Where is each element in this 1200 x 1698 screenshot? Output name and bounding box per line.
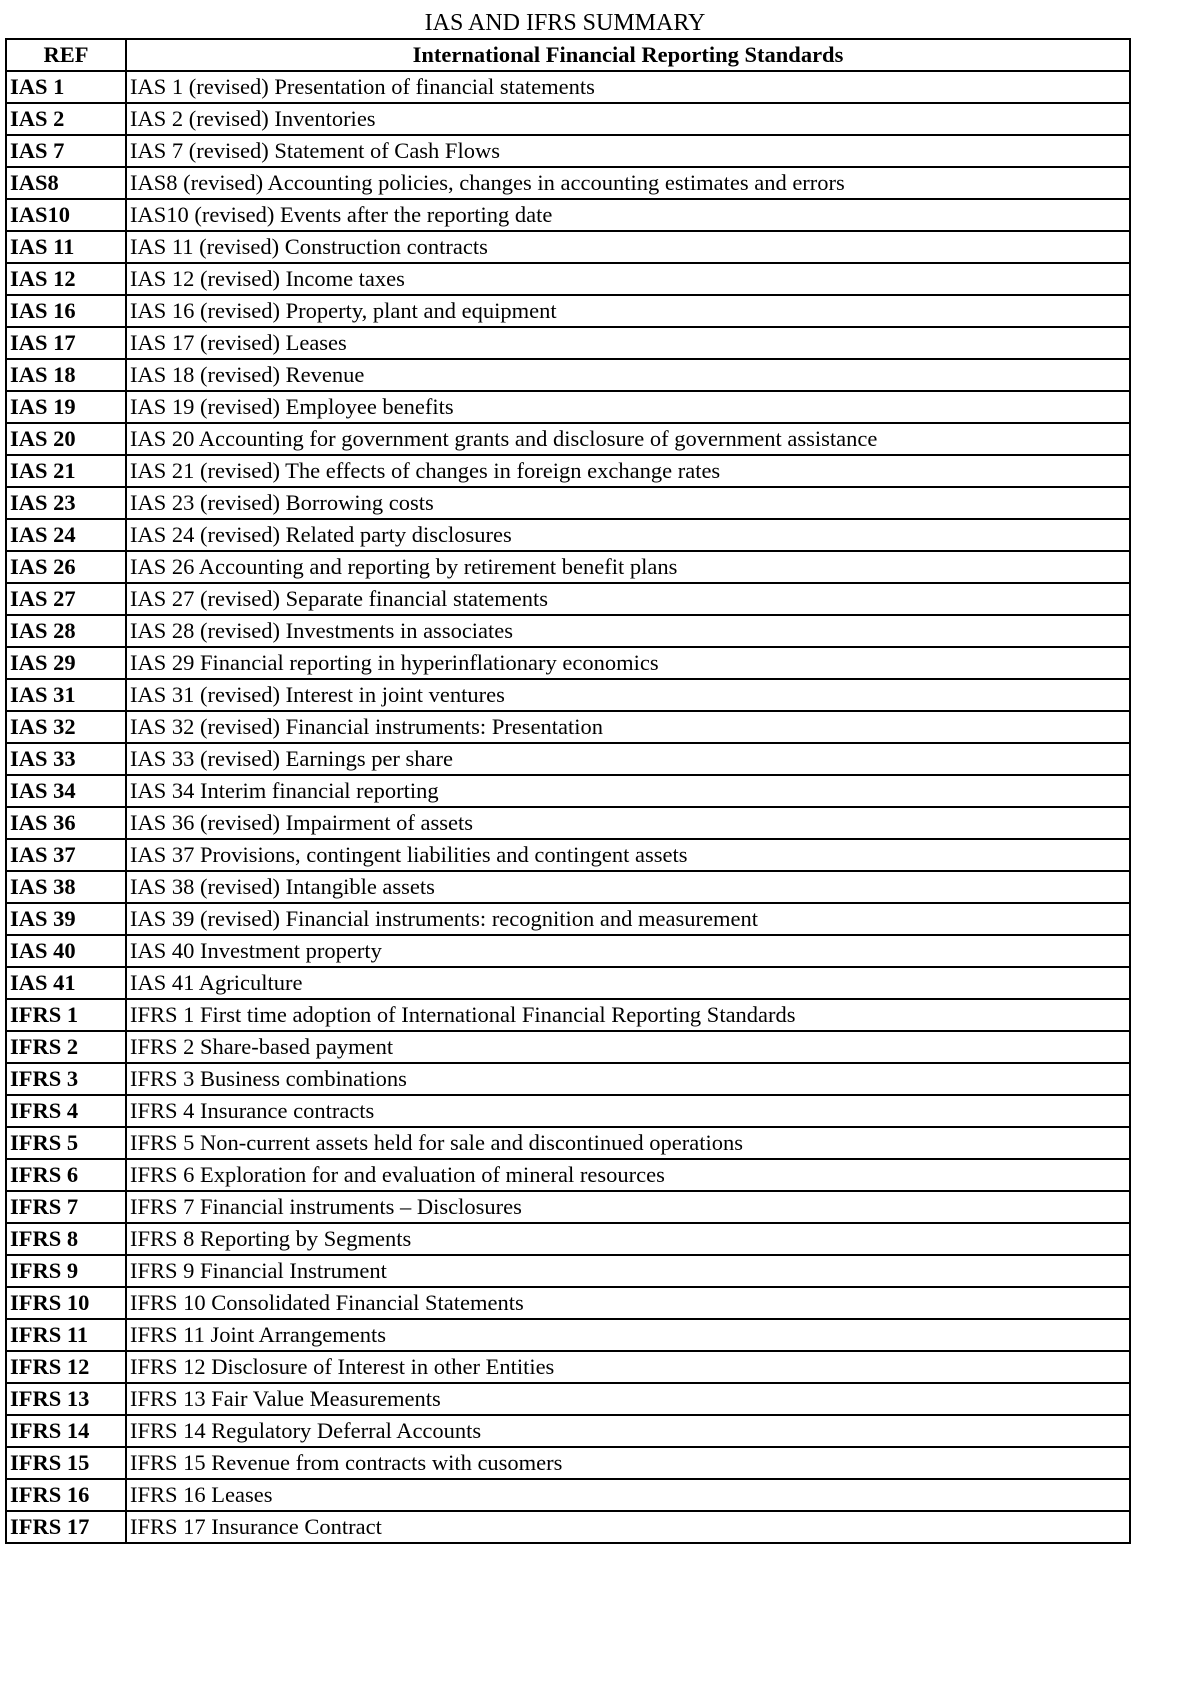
description-cell: IAS 7 (revised) Statement of Cash Flows (126, 135, 1130, 167)
table-row (6, 71, 1130, 103)
description-cell: IAS 26 Accounting and reporting by retirement benefit plans (126, 551, 1130, 583)
document-title: IAS AND IFRS SUMMARY (424, 10, 706, 36)
description-cell: IAS 20 Accounting for government grants and disclosure of government assistance (126, 423, 1130, 455)
description-cell: IFRS 1 First time adoption of International Financial Reporting Standards (126, 999, 1130, 1031)
ref-cell: IFRS 4 (6, 1095, 126, 1127)
table-row (6, 967, 1130, 999)
table-row (6, 1031, 1130, 1063)
description-cell: IAS 21 (revised) The effects of changes in foreign exchange rates (126, 455, 1130, 487)
ref-cell: IAS 38 (6, 871, 126, 903)
description-cell: IFRS 5 Non-current assets held for sale and discontinued operations (126, 1127, 1130, 1159)
ref-cell: IAS 19 (6, 391, 126, 423)
table-row (6, 327, 1130, 359)
table-row (6, 199, 1130, 231)
ref-cell: IFRS 8 (6, 1223, 126, 1255)
table-row (6, 391, 1130, 423)
ref-cell: IAS 11 (6, 231, 126, 263)
table-body (6, 71, 1130, 1543)
description-cell: IAS8 (revised) Accounting policies, changes in accounting estimates and errors (126, 167, 1130, 199)
description-column-header: International Financial Reporting Standards (126, 39, 1130, 71)
ref-cell: IFRS 16 (6, 1479, 126, 1511)
ref-cell: IFRS 5 (6, 1127, 126, 1159)
table-row (6, 935, 1130, 967)
table-row (6, 1255, 1130, 1287)
description-cell: IFRS 9 Financial Instrument (126, 1255, 1130, 1287)
table-row (6, 1511, 1130, 1543)
table-row (6, 263, 1130, 295)
ref-cell: IAS 17 (6, 327, 126, 359)
description-cell: IAS 40 Investment property (126, 935, 1130, 967)
description-cell: IAS 32 (revised) Financial instruments: Presentation (126, 711, 1130, 743)
description-cell: IAS 16 (revised) Property, plant and equipment (126, 295, 1130, 327)
description-cell: IAS 31 (revised) Interest in joint ventures (126, 679, 1130, 711)
table-row (6, 1351, 1130, 1383)
table-row (6, 807, 1130, 839)
table-row (6, 1063, 1130, 1095)
description-cell: IAS 1 (revised) Presentation of financial statements (126, 71, 1130, 103)
description-cell: IFRS 11 Joint Arrangements (126, 1319, 1130, 1351)
table-row (6, 1479, 1130, 1511)
description-cell: IFRS 10 Consolidated Financial Statements (126, 1287, 1130, 1319)
description-cell: IAS 33 (revised) Earnings per share (126, 743, 1130, 775)
table-row (6, 743, 1130, 775)
description-cell: IFRS 17 Insurance Contract (126, 1511, 1130, 1543)
description-cell: IAS 11 (revised) Construction contracts (126, 231, 1130, 263)
table-row (6, 103, 1130, 135)
ref-cell: IAS 29 (6, 647, 126, 679)
description-cell: IFRS 12 Disclosure of Interest in other Entities (126, 1351, 1130, 1383)
description-cell: IAS 12 (revised) Income taxes (126, 263, 1130, 295)
table-row (6, 647, 1130, 679)
table-row (6, 711, 1130, 743)
ref-cell: IAS 18 (6, 359, 126, 391)
ref-cell: IFRS 6 (6, 1159, 126, 1191)
ref-cell: IAS 16 (6, 295, 126, 327)
header-row (6, 39, 1130, 71)
ref-cell: IAS 23 (6, 487, 126, 519)
table-row (6, 167, 1130, 199)
ref-cell: IAS 31 (6, 679, 126, 711)
ref-cell: IAS 36 (6, 807, 126, 839)
table-row (6, 1223, 1130, 1255)
ref-cell: IAS 20 (6, 423, 126, 455)
description-cell: IAS 34 Interim financial reporting (126, 775, 1130, 807)
table-row (6, 455, 1130, 487)
table-row (6, 1447, 1130, 1479)
table-row (6, 1319, 1130, 1351)
description-cell: IAS 28 (revised) Investments in associates (126, 615, 1130, 647)
description-cell: IAS10 (revised) Events after the reporting date (126, 199, 1130, 231)
table-row (6, 615, 1130, 647)
description-cell: IFRS 13 Fair Value Measurements (126, 1383, 1130, 1415)
description-cell: IFRS 14 Regulatory Deferral Accounts (126, 1415, 1130, 1447)
ref-cell: IAS 39 (6, 903, 126, 935)
ref-cell: IAS 40 (6, 935, 126, 967)
table-row (6, 583, 1130, 615)
ref-cell: IAS 33 (6, 743, 126, 775)
standards-table (5, 38, 1131, 1544)
ref-cell: IFRS 7 (6, 1191, 126, 1223)
ref-cell: IFRS 13 (6, 1383, 126, 1415)
description-cell: IAS 37 Provisions, contingent liabilities and contingent assets (126, 839, 1130, 871)
ref-cell: IAS 2 (6, 103, 126, 135)
description-cell: IAS 24 (revised) Related party disclosures (126, 519, 1130, 551)
ref-cell: IAS 32 (6, 711, 126, 743)
description-cell: IFRS 16 Leases (126, 1479, 1130, 1511)
ref-cell: IAS 21 (6, 455, 126, 487)
ref-cell: IAS 24 (6, 519, 126, 551)
description-cell: IFRS 3 Business combinations (126, 1063, 1130, 1095)
description-cell: IFRS 2 Share-based payment (126, 1031, 1130, 1063)
ref-cell: IAS 34 (6, 775, 126, 807)
description-cell: IAS 23 (revised) Borrowing costs (126, 487, 1130, 519)
table-row (6, 839, 1130, 871)
table-row (6, 1287, 1130, 1319)
ref-cell: IAS10 (6, 199, 126, 231)
ref-cell: IAS 26 (6, 551, 126, 583)
description-cell: IAS 29 Financial reporting in hyperinflationary economics (126, 647, 1130, 679)
ref-cell: IFRS 14 (6, 1415, 126, 1447)
description-cell: IAS 38 (revised) Intangible assets (126, 871, 1130, 903)
table-row (6, 551, 1130, 583)
description-cell: IAS 19 (revised) Employee benefits (126, 391, 1130, 423)
ref-cell: IAS 12 (6, 263, 126, 295)
description-cell: IAS 39 (revised) Financial instruments: recognition and measurement (126, 903, 1130, 935)
ref-cell: IFRS 17 (6, 1511, 126, 1543)
description-cell: IFRS 15 Revenue from contracts with cusomers (126, 1447, 1130, 1479)
table-row (6, 295, 1130, 327)
table-row (6, 679, 1130, 711)
ref-cell: IAS 41 (6, 967, 126, 999)
ref-cell: IFRS 12 (6, 1351, 126, 1383)
ref-cell: IAS 28 (6, 615, 126, 647)
ref-cell: IFRS 11 (6, 1319, 126, 1351)
table-row (6, 999, 1130, 1031)
description-cell: IAS 27 (revised) Separate financial statements (126, 583, 1130, 615)
table-row (6, 775, 1130, 807)
ref-cell: IAS 7 (6, 135, 126, 167)
table-row (6, 359, 1130, 391)
description-cell: IAS 18 (revised) Revenue (126, 359, 1130, 391)
table-row (6, 135, 1130, 167)
description-cell: IAS 41 Agriculture (126, 967, 1130, 999)
table-row (6, 903, 1130, 935)
table-row (6, 1191, 1130, 1223)
table-row (6, 423, 1130, 455)
ref-column-header: REF (6, 39, 126, 71)
description-cell: IFRS 6 Exploration for and evaluation of mineral resources (126, 1159, 1130, 1191)
table-row (6, 231, 1130, 263)
description-cell: IFRS 7 Financial instruments – Disclosures (126, 1191, 1130, 1223)
description-cell: IFRS 4 Insurance contracts (126, 1095, 1130, 1127)
table-row (6, 1159, 1130, 1191)
ref-cell: IFRS 1 (6, 999, 126, 1031)
description-cell: IAS 36 (revised) Impairment of assets (126, 807, 1130, 839)
ref-cell: IAS 27 (6, 583, 126, 615)
table-row (6, 1095, 1130, 1127)
ref-cell: IAS 1 (6, 71, 126, 103)
description-cell: IFRS 8 Reporting by Segments (126, 1223, 1130, 1255)
ref-cell: IFRS 3 (6, 1063, 126, 1095)
ref-cell: IAS 37 (6, 839, 126, 871)
table-row (6, 487, 1130, 519)
ref-cell: IFRS 15 (6, 1447, 126, 1479)
ref-cell: IFRS 10 (6, 1287, 126, 1319)
table-row (6, 1415, 1130, 1447)
table-row (6, 1127, 1130, 1159)
ref-cell: IAS8 (6, 167, 126, 199)
table-row (6, 1383, 1130, 1415)
description-cell: IAS 2 (revised) Inventories (126, 103, 1130, 135)
table-row (6, 871, 1130, 903)
table-row (6, 519, 1130, 551)
description-cell: IAS 17 (revised) Leases (126, 327, 1130, 359)
ref-cell: IFRS 9 (6, 1255, 126, 1287)
ref-cell: IFRS 2 (6, 1031, 126, 1063)
